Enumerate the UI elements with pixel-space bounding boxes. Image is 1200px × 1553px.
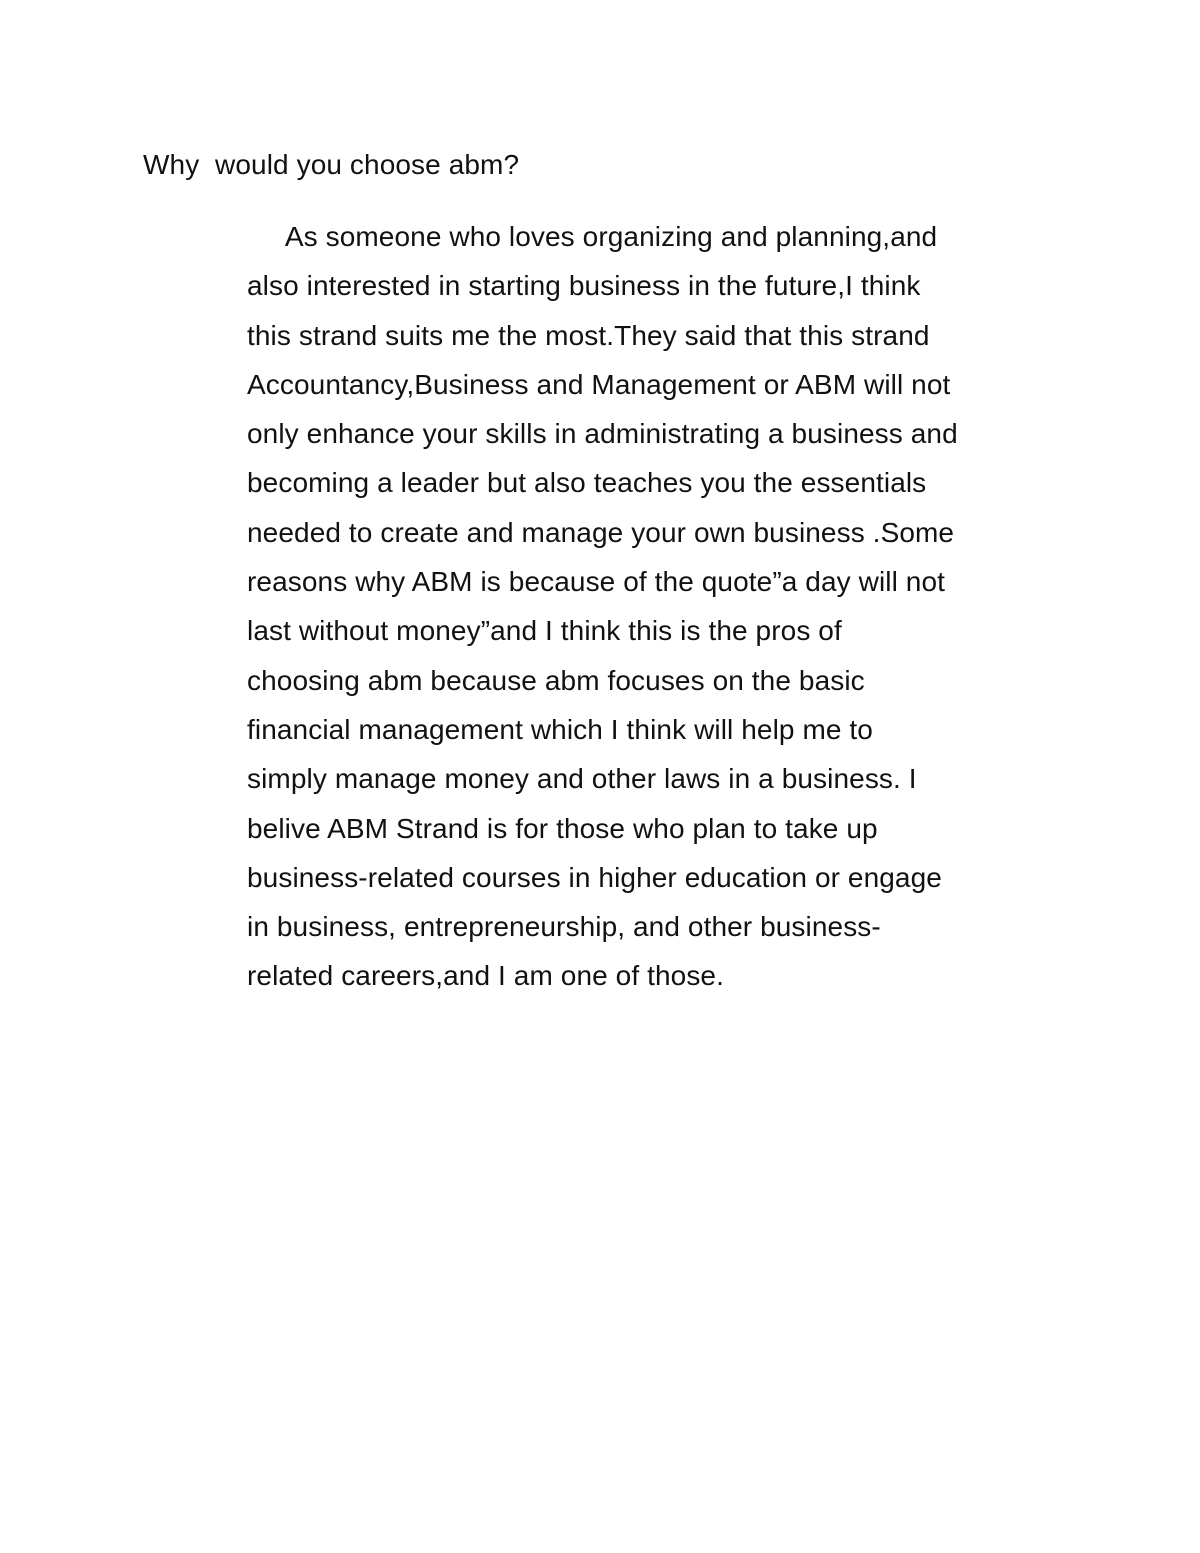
answer-line: this strand suits me the most.They said that this strand xyxy=(247,319,930,351)
answer-line: simply manage money and other laws in a business. I xyxy=(247,763,917,795)
answer-line: last without money”and I think this is the pros of xyxy=(247,615,842,647)
answer-line: related careers,and I am one of those. xyxy=(247,960,724,992)
answer-line: becoming a leader but also teaches you the essentials xyxy=(247,467,927,499)
answer-line: business-related courses in higher education or engage xyxy=(247,861,942,893)
answer-line: in business, entrepreneurship, and other business- xyxy=(247,911,881,943)
answer-line: choosing abm because abm focuses on the basic xyxy=(247,664,865,696)
answer-line: reasons why ABM is because of the quote”a day will not xyxy=(247,566,946,598)
answer-line: As someone who loves organizing and planning,and xyxy=(247,221,938,252)
answer-line: only enhance your skills in administrating a business and xyxy=(247,418,958,450)
answer-line: needed to create and manage your own business .Some xyxy=(247,516,955,548)
answer-line: financial management which I think will help me to xyxy=(247,713,873,745)
essay-answer xyxy=(247,212,1147,1001)
answer-line: belive ABM Strand is for those who plan to take up xyxy=(247,812,878,844)
answer-line: Accountancy,Business and Management or ABM will not xyxy=(247,368,951,400)
essay-question: Why would you choose abm? xyxy=(143,149,520,180)
answer-line: also interested in starting business in the future,I think xyxy=(247,270,921,302)
